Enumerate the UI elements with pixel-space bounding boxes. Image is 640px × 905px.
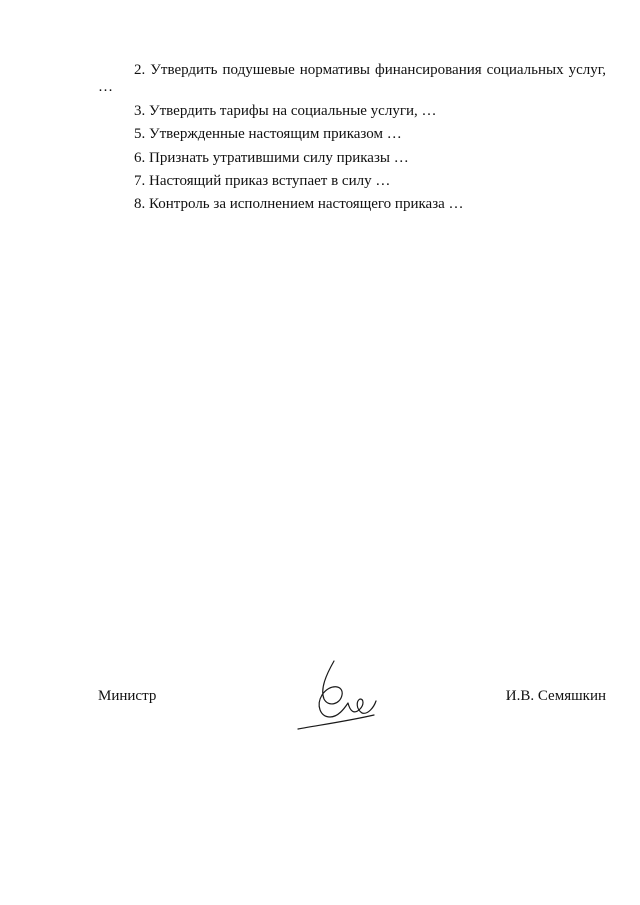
paragraph-2: 2. Утвердить подушевые нормативы финансирования социальных услуг, … <box>98 62 606 96</box>
paragraph-8: 8. Контроль за исполнением настоящего приказа … <box>134 196 464 213</box>
paragraph-6: 6. Признать утратившими силу приказы … <box>134 149 409 166</box>
document-body <box>98 62 606 220</box>
signatory-name: И.В. Семяшкин <box>505 688 606 704</box>
paragraph-5: 5. Утвержденные настоящим приказом … <box>134 126 402 143</box>
signatory-position: Министр <box>98 688 157 704</box>
paragraph-7: 7. Настоящий приказ вступает в силу … <box>134 173 391 190</box>
handwritten-signature <box>290 655 380 735</box>
paragraph-3: 3. Утвердить тарифы на социальные услуги, … <box>134 102 437 119</box>
